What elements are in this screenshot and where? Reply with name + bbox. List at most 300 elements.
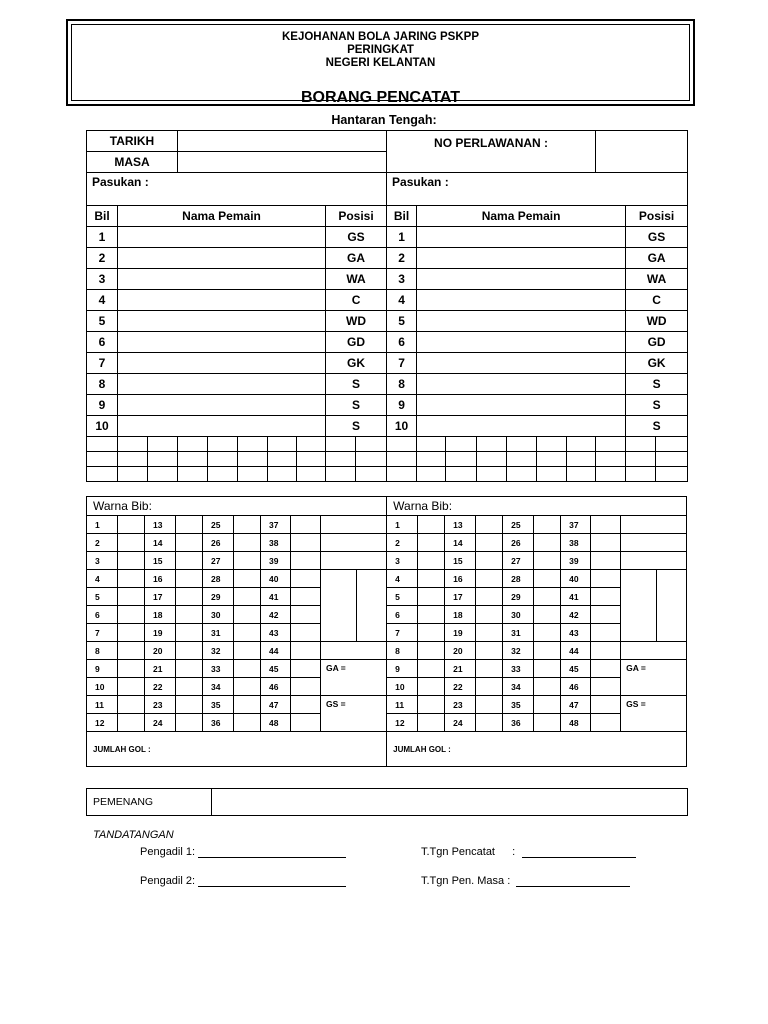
bib-number-a: 25 — [203, 516, 234, 534]
bib-row — [87, 534, 687, 552]
extra-cell[interactable] — [417, 467, 446, 482]
player-bil-b: 6 — [387, 332, 417, 353]
bib-tally-cell-a[interactable] — [118, 642, 145, 660]
extra-cell[interactable] — [417, 437, 446, 452]
extra-cell[interactable] — [208, 437, 238, 452]
bib-number-b: 16 — [445, 570, 476, 588]
score-cell-a[interactable] — [321, 534, 387, 552]
bib-number-a: 44 — [261, 642, 291, 660]
bib-number-b: 30 — [503, 606, 534, 624]
extra-cell[interactable] — [148, 437, 178, 452]
bib-tally-cell-a[interactable] — [291, 606, 321, 624]
extra-cell[interactable] — [208, 452, 238, 467]
score-box-a[interactable] — [321, 570, 357, 642]
extra-cell[interactable] — [477, 452, 507, 467]
player-posisi-b: WA — [626, 269, 688, 290]
pen-masa-row — [421, 874, 630, 887]
bib-tally-cell-b[interactable] — [534, 642, 561, 660]
bib-number-b: 33 — [503, 660, 534, 678]
bib-tally-cell-a[interactable] — [118, 588, 145, 606]
extra-cell[interactable] — [567, 437, 596, 452]
pasukan-a-label: Pasukan : — [87, 173, 387, 206]
bib-number-b: 37 — [561, 516, 591, 534]
bib-tally-cell-b[interactable] — [476, 642, 503, 660]
bib-tally-cell-a[interactable] — [291, 552, 321, 570]
bib-number-a: 31 — [203, 624, 234, 642]
player-name-b-field[interactable] — [417, 395, 626, 416]
bib-number-a: 27 — [203, 552, 234, 570]
player-posisi-a: GA — [326, 248, 387, 269]
bib-tally-cell-b[interactable] — [476, 696, 503, 714]
bib-tally-cell-b[interactable] — [418, 624, 445, 642]
extra-cell[interactable] — [356, 437, 387, 452]
extra-cell[interactable] — [537, 437, 567, 452]
bib-number-b: 39 — [561, 552, 591, 570]
extra-cell[interactable] — [507, 452, 537, 467]
bib-tally-cell-a[interactable] — [234, 696, 261, 714]
bib-tally-cell-a[interactable] — [176, 642, 203, 660]
player-name-a-field[interactable] — [118, 353, 326, 374]
player-row — [87, 269, 688, 290]
hantaran-label: Hantaran Tengah: — [331, 113, 437, 127]
bib-tally-cell-a[interactable] — [234, 624, 261, 642]
bib-tally-cell-b[interactable] — [534, 660, 561, 678]
no-perlawanan-field[interactable] — [596, 131, 688, 173]
player-name-a-field[interactable] — [118, 248, 326, 269]
extra-cell[interactable] — [326, 437, 356, 452]
bib-row — [87, 516, 687, 534]
player-name-b-field[interactable] — [417, 248, 626, 269]
pemenang-table — [86, 788, 688, 816]
bib-tally-cell-a[interactable] — [291, 660, 321, 678]
bib-number-b: 13 — [445, 516, 476, 534]
bib-tally-cell-a[interactable] — [176, 696, 203, 714]
bib-tally-cell-b[interactable] — [534, 714, 561, 732]
score-cell-b[interactable] — [621, 516, 687, 534]
extra-cell[interactable] — [567, 452, 596, 467]
bib-tally-cell-a[interactable] — [176, 534, 203, 552]
player-row — [87, 332, 688, 353]
bib-number-b: 48 — [561, 714, 591, 732]
bib-tally-cell-a[interactable] — [118, 516, 145, 534]
bib-number-a: 5 — [87, 588, 118, 606]
extra-cell[interactable] — [446, 437, 477, 452]
bib-tally-cell-b[interactable] — [591, 570, 621, 588]
player-bil-a: 7 — [87, 353, 118, 374]
bib-number-b: 26 — [503, 534, 534, 552]
bib-tally-cell-a[interactable] — [118, 552, 145, 570]
bib-number-b: 4 — [387, 570, 418, 588]
extra-cell[interactable] — [596, 452, 626, 467]
bib-tally-cell-a[interactable] — [291, 714, 321, 732]
bib-tally-cell-b[interactable] — [591, 516, 621, 534]
ga-total-a: GA = — [321, 660, 387, 696]
extra-cell[interactable] — [567, 467, 596, 482]
bib-number-a: 46 — [261, 678, 291, 696]
extra-cell[interactable] — [626, 467, 656, 482]
bib-number-a: 48 — [261, 714, 291, 732]
team-table — [86, 130, 688, 482]
score-box-side-b[interactable] — [657, 570, 687, 642]
player-name-a-field[interactable] — [118, 290, 326, 311]
score-cell-a[interactable] — [321, 516, 387, 534]
bib-tally-cell-b[interactable] — [534, 570, 561, 588]
extra-cell[interactable] — [178, 467, 208, 482]
col-nama-b: Nama Pemain — [417, 206, 626, 227]
bib-tally-cell-b[interactable] — [591, 660, 621, 678]
bib-tally-cell-b[interactable] — [591, 588, 621, 606]
bib-number-a: 32 — [203, 642, 234, 660]
bib-tally-cell-a[interactable] — [291, 588, 321, 606]
bib-tally-cell-b[interactable] — [476, 624, 503, 642]
bib-number-a: 7 — [87, 624, 118, 642]
bib-tally-cell-b[interactable] — [418, 588, 445, 606]
bib-tally-cell-a[interactable] — [291, 642, 321, 660]
col-nama-a: Nama Pemain — [118, 206, 326, 227]
bib-tally-cell-a[interactable] — [234, 678, 261, 696]
bib-number-b: 3 — [387, 552, 418, 570]
extra-cell[interactable] — [656, 467, 688, 482]
bib-tally-cell-a[interactable] — [118, 570, 145, 588]
tarikh-label: TARIKH — [87, 131, 178, 152]
player-row — [87, 395, 688, 416]
gs-total-a: GS = — [321, 696, 387, 732]
bib-tally-cell-a[interactable] — [291, 534, 321, 552]
bib-number-a: 30 — [203, 606, 234, 624]
extra-cell[interactable] — [268, 437, 297, 452]
bib-tally-cell-a[interactable] — [234, 516, 261, 534]
pencatat-colon: : — [512, 846, 516, 858]
score-cell-b[interactable] — [621, 642, 687, 660]
bib-number-a: 8 — [87, 642, 118, 660]
extra-cell[interactable] — [417, 452, 446, 467]
pengadil-1-label: Pengadil 1: — [140, 846, 196, 858]
extra-cell[interactable] — [148, 467, 178, 482]
player-posisi-a: S — [326, 416, 387, 437]
extra-cell[interactable] — [208, 467, 238, 482]
player-bil-b: 7 — [387, 353, 417, 374]
player-name-a-field[interactable] — [118, 269, 326, 290]
header-line-2: PERINGKAT — [347, 44, 414, 56]
bib-tally-cell-b[interactable] — [418, 714, 445, 732]
pemenang-label: PEMENANG — [87, 789, 212, 816]
bib-tally-cell-b[interactable] — [591, 696, 621, 714]
bib-tally-cell-a[interactable] — [234, 570, 261, 588]
extra-cell[interactable] — [656, 437, 688, 452]
bib-tally-cell-b[interactable] — [418, 570, 445, 588]
bib-number-a: 10 — [87, 678, 118, 696]
player-row — [87, 374, 688, 395]
extra-cell[interactable] — [118, 452, 148, 467]
player-name-a-field[interactable] — [118, 416, 326, 437]
score-cell-a[interactable] — [321, 552, 387, 570]
bib-number-a: 26 — [203, 534, 234, 552]
player-posisi-b: GA — [626, 248, 688, 269]
player-name-a-field[interactable] — [118, 227, 326, 248]
bib-tally-cell-b[interactable] — [418, 660, 445, 678]
extra-cell[interactable] — [387, 467, 417, 482]
bib-tally-cell-b[interactable] — [591, 552, 621, 570]
bib-number-b: 41 — [561, 588, 591, 606]
player-bil-b: 10 — [387, 416, 417, 437]
extra-cell[interactable] — [596, 467, 626, 482]
player-name-b-field[interactable] — [417, 374, 626, 395]
extra-cell[interactable] — [446, 467, 477, 482]
player-bil-b: 5 — [387, 311, 417, 332]
pemenang-field[interactable] — [212, 789, 688, 816]
bib-tally-cell-a[interactable] — [176, 570, 203, 588]
extra-cell[interactable] — [148, 452, 178, 467]
pencatat-row — [421, 845, 636, 858]
bib-tally-cell-b[interactable] — [418, 696, 445, 714]
bib-tally-cell-b[interactable] — [476, 516, 503, 534]
bib-tally-cell-a[interactable] — [118, 534, 145, 552]
player-row — [87, 311, 688, 332]
pen-masa-signature-line[interactable] — [516, 874, 630, 887]
extra-cell[interactable] — [507, 437, 537, 452]
extra-cell[interactable] — [537, 452, 567, 467]
extra-cell[interactable] — [297, 437, 326, 452]
player-posisi-a: C — [326, 290, 387, 311]
bib-number-a: 16 — [145, 570, 176, 588]
bib-number-b: 12 — [387, 714, 418, 732]
extra-cell[interactable] — [626, 452, 656, 467]
bib-tally-cell-a[interactable] — [176, 588, 203, 606]
bib-tally-cell-a[interactable] — [118, 696, 145, 714]
bib-table — [86, 496, 687, 767]
extra-cell[interactable] — [178, 437, 208, 452]
bib-number-b: 7 — [387, 624, 418, 642]
bib-number-a: 22 — [145, 678, 176, 696]
bib-tally-cell-a[interactable] — [291, 570, 321, 588]
masa-field[interactable] — [178, 152, 387, 173]
extra-cell[interactable] — [238, 467, 268, 482]
bib-tally-cell-b[interactable] — [418, 678, 445, 696]
bib-tally-cell-a[interactable] — [291, 516, 321, 534]
bib-number-a: 12 — [87, 714, 118, 732]
player-name-b-field[interactable] — [417, 311, 626, 332]
player-name-b-field[interactable] — [417, 332, 626, 353]
extra-cell[interactable] — [87, 467, 118, 482]
extra-cell[interactable] — [356, 452, 387, 467]
extra-cell[interactable] — [326, 452, 356, 467]
extra-cell[interactable] — [238, 437, 268, 452]
pen-masa-label: T.Tgn Pen. Masa : — [421, 875, 511, 887]
bib-tally-cell-a[interactable] — [118, 714, 145, 732]
bib-tally-cell-b[interactable] — [591, 606, 621, 624]
bib-tally-cell-b[interactable] — [534, 624, 561, 642]
col-posisi-b: Posisi — [626, 206, 688, 227]
bib-tally-cell-a[interactable] — [234, 660, 261, 678]
bib-tally-cell-b[interactable] — [534, 606, 561, 624]
bib-tally-cell-a[interactable] — [176, 660, 203, 678]
bib-tally-cell-b[interactable] — [534, 678, 561, 696]
extra-cell[interactable] — [178, 452, 208, 467]
bib-tally-cell-b[interactable] — [591, 714, 621, 732]
bib-number-a: 40 — [261, 570, 291, 588]
player-row — [87, 248, 688, 269]
player-bil-a: 10 — [87, 416, 118, 437]
bib-number-b: 20 — [445, 642, 476, 660]
player-name-b-field[interactable] — [417, 416, 626, 437]
player-name-a-field[interactable] — [118, 332, 326, 353]
bib-number-b: 28 — [503, 570, 534, 588]
pengadil-1-row — [140, 845, 346, 858]
bib-tally-cell-b[interactable] — [476, 552, 503, 570]
pengadil-1-signature-line[interactable] — [198, 845, 346, 858]
bib-tally-cell-a[interactable] — [118, 606, 145, 624]
player-posisi-b: S — [626, 395, 688, 416]
bib-tally-cell-a[interactable] — [176, 516, 203, 534]
extra-cell[interactable] — [297, 452, 326, 467]
bib-tally-cell-b[interactable] — [418, 534, 445, 552]
bib-number-a: 15 — [145, 552, 176, 570]
player-name-b-field[interactable] — [417, 353, 626, 374]
bib-tally-cell-a[interactable] — [291, 624, 321, 642]
bib-tally-cell-a[interactable] — [234, 606, 261, 624]
player-name-b-field[interactable] — [417, 290, 626, 311]
extra-cell[interactable] — [537, 467, 567, 482]
bib-tally-cell-a[interactable] — [291, 678, 321, 696]
extra-cell[interactable] — [118, 437, 148, 452]
extra-cell[interactable] — [387, 437, 417, 452]
player-bil-b: 4 — [387, 290, 417, 311]
player-posisi-b: S — [626, 374, 688, 395]
player-posisi-b: GS — [626, 227, 688, 248]
bib-tally-cell-a[interactable] — [176, 552, 203, 570]
bib-row — [87, 606, 687, 624]
player-name-b-field[interactable] — [417, 269, 626, 290]
extra-cell[interactable] — [387, 452, 417, 467]
player-posisi-a: WD — [326, 311, 387, 332]
bib-tally-cell-b[interactable] — [534, 534, 561, 552]
masa-label: MASA — [87, 152, 178, 173]
bib-row — [87, 660, 687, 678]
bib-number-b: 44 — [561, 642, 591, 660]
player-bil-b: 3 — [387, 269, 417, 290]
extra-cell[interactable] — [87, 452, 118, 467]
bib-tally-cell-b[interactable] — [418, 606, 445, 624]
col-posisi-a: Posisi — [326, 206, 387, 227]
bib-tally-cell-a[interactable] — [176, 606, 203, 624]
player-name-a-field[interactable] — [118, 311, 326, 332]
bib-tally-cell-b[interactable] — [418, 516, 445, 534]
bib-tally-cell-b[interactable] — [591, 534, 621, 552]
bib-tally-cell-b[interactable] — [476, 678, 503, 696]
player-posisi-b: S — [626, 416, 688, 437]
bib-number-a: 42 — [261, 606, 291, 624]
bib-row — [87, 552, 687, 570]
player-bil-a: 8 — [87, 374, 118, 395]
bib-tally-cell-a[interactable] — [176, 624, 203, 642]
bib-number-a: 21 — [145, 660, 176, 678]
bib-number-a: 36 — [203, 714, 234, 732]
bib-tally-cell-b[interactable] — [534, 588, 561, 606]
bib-number-b: 14 — [445, 534, 476, 552]
bib-tally-cell-a[interactable] — [176, 678, 203, 696]
bib-number-b: 43 — [561, 624, 591, 642]
bib-number-b: 32 — [503, 642, 534, 660]
bib-tally-cell-b[interactable] — [534, 516, 561, 534]
extra-cell[interactable] — [238, 452, 268, 467]
score-cell-a[interactable] — [321, 642, 387, 660]
player-posisi-a: GK — [326, 353, 387, 374]
extra-cell[interactable] — [596, 437, 626, 452]
bib-number-b: 36 — [503, 714, 534, 732]
player-name-a-field[interactable] — [118, 395, 326, 416]
player-bil-b: 1 — [387, 227, 417, 248]
bib-tally-cell-b[interactable] — [418, 642, 445, 660]
bib-tally-cell-a[interactable] — [176, 714, 203, 732]
bib-tally-cell-a[interactable] — [118, 624, 145, 642]
bib-tally-cell-b[interactable] — [534, 552, 561, 570]
bib-tally-cell-b[interactable] — [476, 570, 503, 588]
bib-tally-cell-b[interactable] — [476, 534, 503, 552]
score-cell-b[interactable] — [621, 534, 687, 552]
bib-tally-cell-a[interactable] — [234, 714, 261, 732]
extra-cell[interactable] — [297, 467, 326, 482]
extra-cell[interactable] — [118, 467, 148, 482]
extra-cell[interactable] — [87, 437, 118, 452]
bib-tally-cell-b[interactable] — [591, 678, 621, 696]
bib-tally-cell-b[interactable] — [476, 714, 503, 732]
bib-tally-cell-a[interactable] — [118, 660, 145, 678]
bib-number-a: 20 — [145, 642, 176, 660]
bib-tally-cell-b[interactable] — [591, 642, 621, 660]
extra-cell[interactable] — [477, 437, 507, 452]
bib-tally-cell-a[interactable] — [234, 534, 261, 552]
bib-tally-cell-b[interactable] — [591, 624, 621, 642]
bib-tally-cell-a[interactable] — [234, 552, 261, 570]
bib-row — [87, 624, 687, 642]
bib-tally-cell-a[interactable] — [234, 642, 261, 660]
bib-tally-cell-a[interactable] — [291, 696, 321, 714]
score-box-side-a[interactable] — [357, 570, 387, 642]
pencatat-signature-line[interactable] — [522, 845, 636, 858]
player-bil-b: 9 — [387, 395, 417, 416]
bib-tally-cell-b[interactable] — [476, 606, 503, 624]
bib-number-a: 17 — [145, 588, 176, 606]
extra-cell[interactable] — [268, 467, 297, 482]
extra-cell[interactable] — [477, 467, 507, 482]
bib-tally-cell-b[interactable] — [534, 696, 561, 714]
player-bil-a: 5 — [87, 311, 118, 332]
extra-cell[interactable] — [656, 452, 688, 467]
bib-tally-cell-a[interactable] — [234, 588, 261, 606]
extra-cell[interactable] — [326, 467, 356, 482]
header-box — [66, 19, 695, 106]
extra-cell[interactable] — [446, 452, 477, 467]
bib-tally-cell-b[interactable] — [418, 552, 445, 570]
bib-tally-cell-b[interactable] — [476, 588, 503, 606]
player-name-b-field[interactable] — [417, 227, 626, 248]
extra-cell[interactable] — [268, 452, 297, 467]
extra-cell[interactable] — [626, 437, 656, 452]
bib-number-b: 34 — [503, 678, 534, 696]
extra-cell[interactable] — [507, 467, 537, 482]
bib-tally-cell-b[interactable] — [476, 660, 503, 678]
tarikh-field[interactable] — [178, 131, 387, 152]
score-cell-b[interactable] — [621, 552, 687, 570]
bib-tally-cell-a[interactable] — [118, 678, 145, 696]
player-name-a-field[interactable] — [118, 374, 326, 395]
score-box-b[interactable] — [621, 570, 657, 642]
bib-number-b: 29 — [503, 588, 534, 606]
bib-number-b: 23 — [445, 696, 476, 714]
extra-cell[interactable] — [356, 467, 387, 482]
pengadil-2-signature-line[interactable] — [198, 874, 346, 887]
bib-row — [87, 570, 687, 588]
